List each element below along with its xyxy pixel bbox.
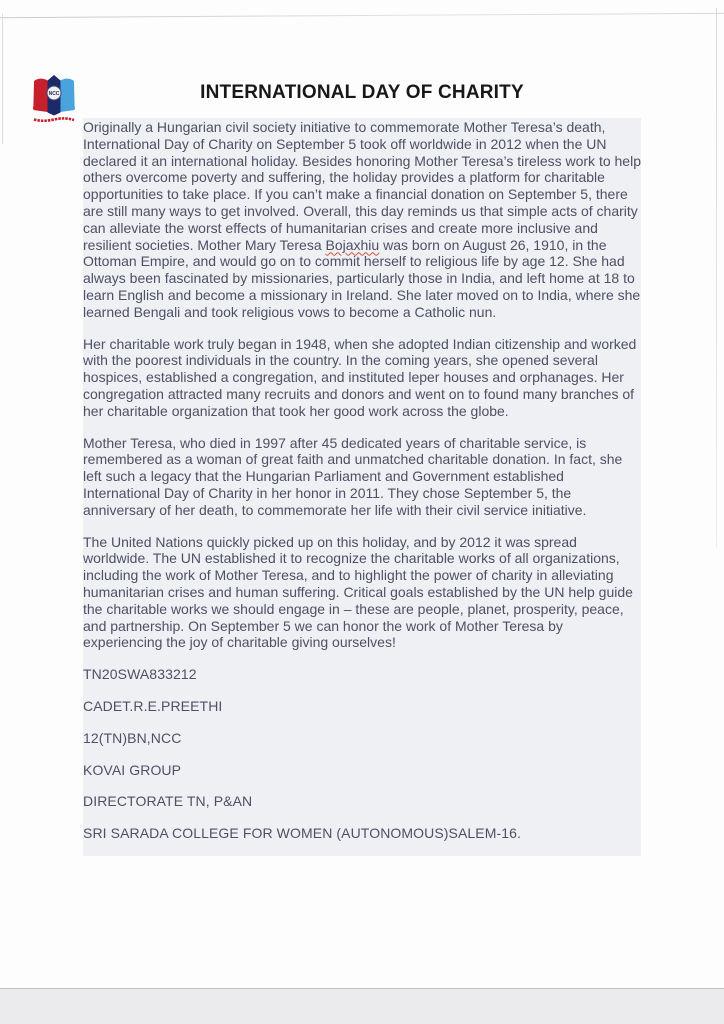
paragraph-4: The United Nations quickly picked up on this holiday, and by 2012 it was spread worldwide. The UN established it to recognize the charitable works of all organizations, including the work of Mother Teresa, and to highlight the power of charity in alleviating humanitarian crises and human suffering. Critical goals established by the UN help guide the charitable works we should engage in – these are people, planet, prosperity, peace, and partnership. On September 5 we can honor the work of Mother Teresa by experiencing the joy of charitable giving ourselves!	[83, 533, 633, 651]
signature-cadet-name: CADET.R.E.PREETHI	[83, 697, 223, 714]
ncc-flag-icon	[30, 73, 78, 125]
misspelled-word: Bojaxhiu	[325, 236, 380, 253]
paragraph-1	[83, 119, 641, 321]
signature-directorate: DIRECTORATE TN, P&AN	[83, 793, 253, 810]
ncc-motto-banner	[34, 118, 74, 120]
paragraph-2: Her charitable work truly began in 1948, when she adopted Indian citizenship and worked with the poorest individuals in the country. In the coming years, she opened several hospices, established a congregation, and instituted leper houses and orphanages. Her congregation attracted many recruits and donors and went on to found many branches of her charitable organization that took her good work across the globe.	[83, 335, 637, 419]
ncc-flag-blue-panel	[61, 79, 75, 112]
paragraph-1-text-before: Originally a Hungarian civil society initiative to commemorate Mother Teresa’s death, International Day of Charity on September 5 took off worldwide in 2012 when the UN declared it an international holiday. Besides honoring Mother Teresa’s tireless work to help others overcome poverty and suffering, the holiday provides a platform for charitable opportunities to take place. If you can’t make a financial donation on September 5, there are still many ways to get involved. Overall, this day reminds us that simple acts of charity can alleviate the worst effects of humanitarian crises and create more inclusive and resilient societies. Mother Mary Teresa	[83, 119, 641, 253]
ncc-emblem-text: NCC	[48, 91, 60, 97]
photo-edge-top	[0, 13, 724, 18]
paragraph-3: Mother Teresa, who died in 1997 after 45 dedicated years of charitable service, is remembered as a woman of great faith and unmatched charitable donation. In fact, she left such a legacy that the Hungarian Parliament and Government established International Day of Charity in her honor in 2011. They chose September 5, the anniversary of her death, to commemorate her life with their civil service initiative.	[83, 434, 623, 518]
photo-edge-right	[716, 8, 717, 548]
ncc-flag-red-panel	[33, 79, 47, 112]
ncc-logo	[30, 73, 78, 125]
signature-group: KOVAI GROUP	[83, 761, 182, 778]
page-title: INTERNATIONAL DAY OF CHARITY	[200, 82, 524, 103]
paragraph-1-text-after: was born on August 26, 1910, in the Ottoman Empire, and would go on to commit herself to religious life by age 12. She had always been fascinated by missionaries, particularly those in India, and left home at 18 to learn English and become a missionary in Ireland. She later moved on to India, where she learned Bengali and took religious vows to become a Catholic nun.	[83, 236, 641, 320]
signature-college: SRI SARADA COLLEGE FOR WOMEN (AUTONOMOUS)SALEM-16.	[83, 825, 522, 842]
article-body	[83, 118, 641, 856]
signature-battalion: 12(TN)BN,NCC	[83, 729, 182, 746]
photo-edge-bottom-strip	[0, 989, 724, 1024]
photo-edge-left	[2, 14, 3, 144]
signature-regimental-number: TN20SWA833212	[83, 666, 197, 683]
